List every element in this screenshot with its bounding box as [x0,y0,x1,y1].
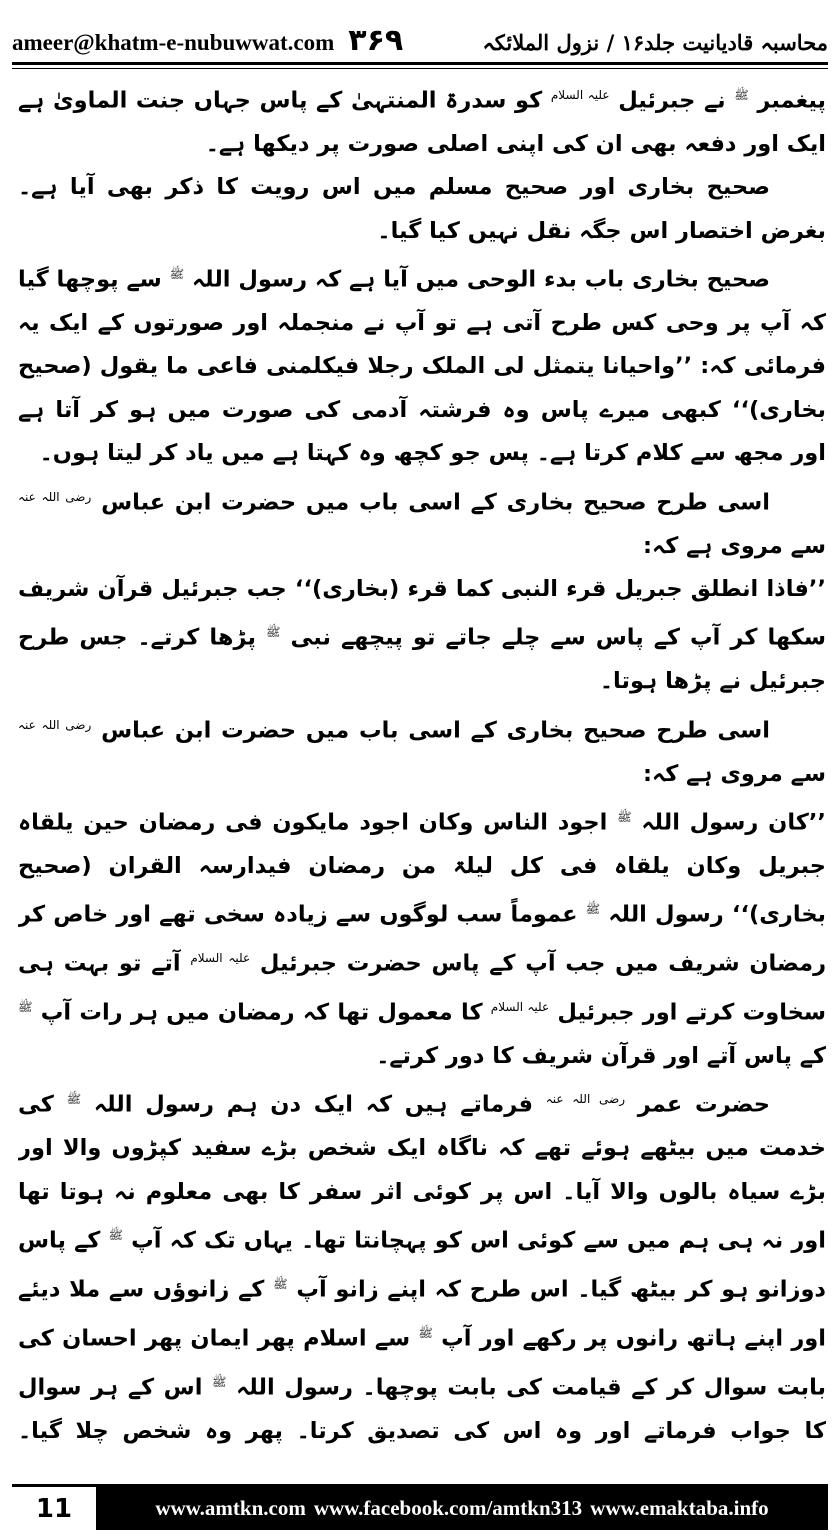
footer-link[interactable]: www.facebook.com/amtkn313 [313,1496,583,1520]
text-run: نے جبرئیل [618,87,726,114]
text-run: اسی طرح صحیح بخاری کے اسی باب میں حضرت ابن عباس [101,489,771,516]
honorific-radi: رضی اللہ عنہ [545,1092,626,1107]
honorific-alayhis: علیہ السلام [490,1000,550,1015]
text-run: سے پوچھا گیا کہ آپ پر وحی کس طرح آتی ہے تو آپ نے منجملہ اور صورتوں کے ایک یہ فرمائی کہ: ’’واحیانا یتمثل لی الملک رجلا فیکلمنی فاعی ما یقول (صحیح بخاری)‘‘ کبھی میرے پاس وہ فرشتہ آدمی کی صورت میں ہو کر آتا ہے اور مجھ سے کلام کرتا ہے۔ پس جو کچھ وہ کہتا ہے میں یاد کر لیتا ہوں۔ [18,266,826,467]
text-run: کا معمول تھا کہ رمضان میں ہر رات آپ [40,999,483,1026]
body-text [18,74,826,1462]
honorific-salla: ﷺ [418,1325,433,1340]
honorific-salla: ﷺ [169,267,185,282]
honorific-salla: ﷺ [265,625,281,640]
honorific-salla: ﷺ [18,1000,33,1015]
text-run: عموماً سب لوگوں سے زیادہ سخی تھے اور خاص کر رمضان شریف میں جب آپ کے پاس حضرت جبرئیل [18,901,826,977]
paragraph-4 [18,476,826,568]
honorific-salla: ﷺ [734,88,749,102]
text-run: پیغمبر [757,87,826,114]
honorific-salla: ﷺ [66,1092,82,1107]
text-run: فرماتے ہیں کہ ایک دن ہم رسول اللہ [93,1091,533,1118]
text-run: آتے تو بہت ہی سخاوت کرتے اور جبرئیل [18,950,826,1026]
honorific-salla: ﷺ [585,902,601,917]
text-run: کے زانوؤں سے ملا دیئے اور اپنے ہاتھ رانوں پر رکھے اور آپ [18,1276,826,1352]
paragraph-8 [18,1078,826,1462]
footer-number: 11 [35,1493,73,1524]
text-run: کی خدمت میں بیٹھے ہوئے تھے کہ ناگاہ ایک شخص بڑے سفید کپڑوں والا اور بڑے سیاہ بالوں والا آیا۔ اس پر کوئی اثر سفر کا بھی معلوم نہ ہوتا تھا اور نہ ہی ہم میں سے کوئی اس کو پہچانتا تھا۔ یہاں تک کہ آپ [18,1091,826,1254]
text-run: صحیح بخاری اور صحیح مسلم میں اس رویت کا ذکر بھی آیا ہے۔ بغرض اختصار اس جگہ نقل نہیں کیا گیا۔ [18,174,826,244]
text-run: ’’فاذا انطلق جبریل قرء النبی کما قرء (بخاری)‘‘ جب جبرئیل قرآن شریف سکھا کر آپ کے پاس سے چلے جاتے تو پیچھے نبی [18,575,826,651]
honorific-salla: ﷺ [273,1277,288,1292]
paragraph-1 [18,74,826,166]
paragraph-3 [18,253,826,476]
footer-links-bar [96,1487,828,1530]
text-run: پڑھا کرتے۔ جس طرح جبرئیل نے پڑھا ہوتا۔ [18,624,826,695]
text-run: اس کے ہر سوال کا جواب فرماتے اور وہ اس کی تصدیق کرتا۔ پھر وہ شخص چلا گیا۔ [18,1374,826,1444]
header-email: ameer@khatm-e-nubuwwat.com [12,30,335,55]
honorific-salla: ﷺ [617,810,632,824]
text-run: کے پاس آتے اور قرآن شریف کا دور کرتے۔ [376,1043,826,1070]
paragraph-5 [18,568,826,704]
honorific-radi: رضی اللہ عنہ [18,717,92,732]
text-run: کے پاس دوزانو ہو کر بیٹھ گیا۔ اس طرح کہ اپنے زانو آپ [18,1227,826,1303]
honorific-radi: رضی اللہ عنہ [18,489,92,504]
running-title: محاسبہ قادیانیت جلد۱۶ / نزول الملائکہ [482,30,828,55]
text-run: اسی طرح صحیح بخاری کے اسی باب میں حضرت ابن عباس [101,717,771,744]
text-run: سے مروی ہے کہ: [643,760,826,787]
text-run: ’’کان رسول اللہ [641,809,826,836]
text-run: سے مروی ہے کہ: [643,532,826,559]
text-run: سے اسلام پھر ایمان پھر احسان کی بابت سوال کر کے قیامت کی بابت پوچھا۔ رسول اللہ [18,1325,826,1401]
honorific-salla: ﷺ [212,1374,227,1389]
header-rule [12,62,828,69]
text-run: صحیح بخاری باب بدء الوحی میں آیا ہے کہ رسول اللہ [191,266,770,293]
header-left [12,24,403,58]
page-footer [12,1484,828,1530]
footer-link[interactable]: www.emaktaba.info [590,1496,769,1520]
honorific-alayhis: علیہ السلام [550,88,610,102]
text-run: حضرت عمر [637,1091,771,1118]
text-run: کو سدرۃ المنتہیٰ کے پاس جہاں جنت الماویٰ ہے ایک اور دفعہ بھی ان کی اپنی اصلی صورت پر دیکھا ہے۔ [18,87,826,157]
footer-link[interactable]: www.amtkn.com [155,1496,306,1520]
page-header [12,10,828,58]
paragraph-7 [18,796,826,1078]
honorific-alayhis: علیہ السلام [190,951,251,966]
honorific-salla: ﷺ [108,1228,124,1243]
paragraph-6 [18,704,826,796]
text-run: اجود الناس وکان اجود مایکون فی رمضان حین یلقاہ جبریل وکان یلقاہ فی کل لیلۃ من رمضان فیدارسہ القران (صحیح بخاری)‘‘ رسول اللہ [18,809,826,928]
page-number: ۳۶۹ [348,23,404,58]
paragraph-2 [18,166,826,253]
